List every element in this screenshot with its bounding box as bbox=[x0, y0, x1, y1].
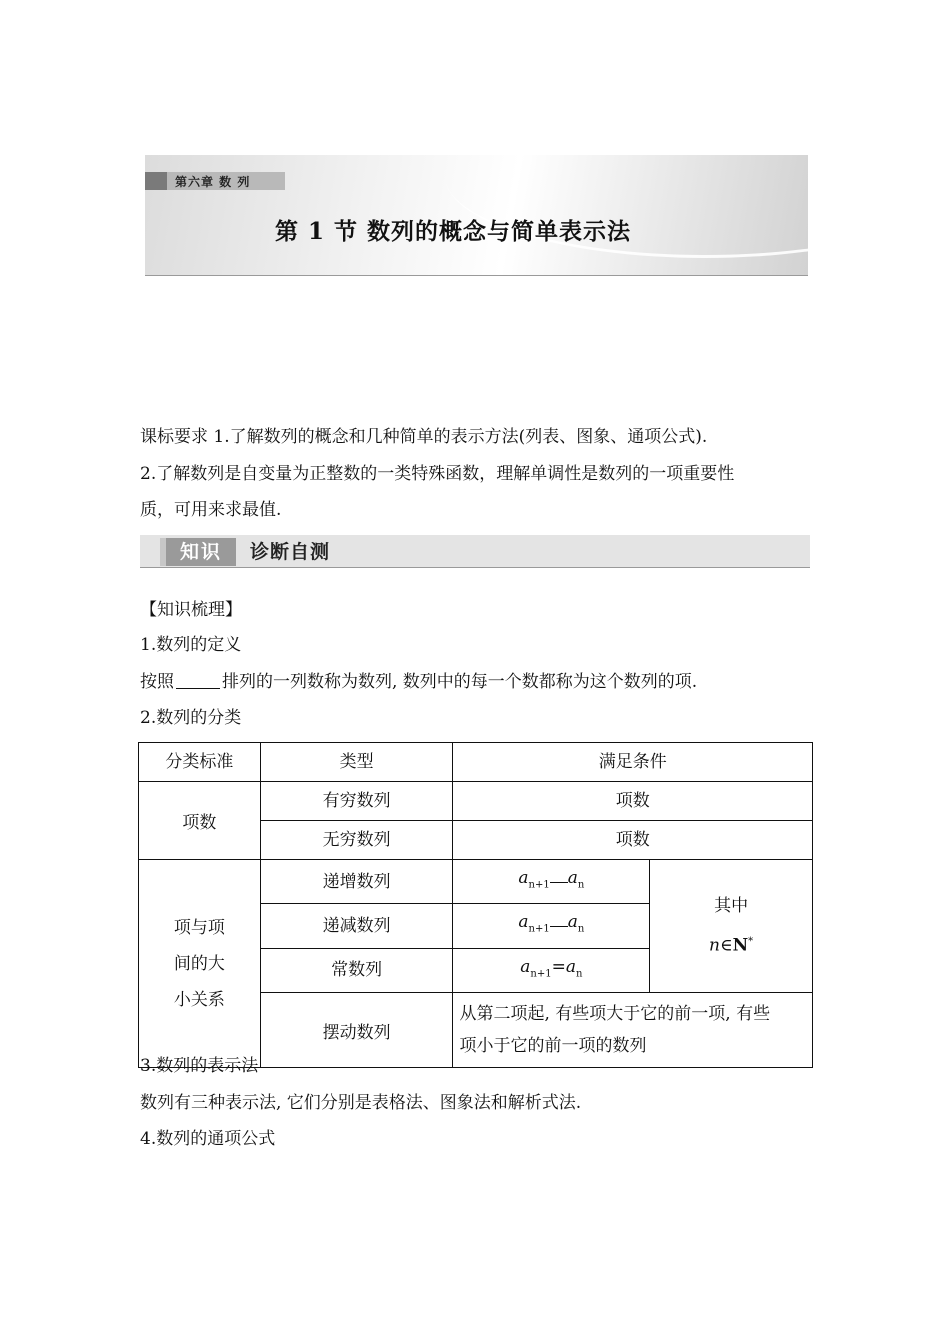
group2-line-1: 项与项 bbox=[173, 917, 225, 938]
where-label: 其中 bbox=[714, 896, 749, 917]
osc-line-2: 项小于它的前一项的数列 bbox=[459, 1036, 647, 1057]
cond-infinite: 项数 bbox=[453, 821, 813, 860]
table-row bbox=[139, 860, 813, 904]
cond-where-n bbox=[650, 860, 813, 993]
intro-line-3: 质，可用来求最值. bbox=[140, 500, 282, 520]
table-header-row bbox=[139, 743, 813, 782]
s1-pre: 按照 bbox=[140, 672, 174, 692]
group2-line-3: 小关系 bbox=[173, 989, 225, 1010]
type-increasing: 递增数列 bbox=[260, 860, 453, 904]
group2-line-2: 间的大 bbox=[173, 953, 225, 974]
chapter-label: 第六章 数 列 bbox=[175, 175, 251, 189]
knowledge-heading: 【知识梳理】 bbox=[140, 600, 242, 620]
section-3-title: 3.数列的表示法 bbox=[140, 1056, 259, 1076]
table-row bbox=[139, 782, 813, 821]
section-4-title: 4.数列的通项公式 bbox=[140, 1129, 276, 1149]
section-title: 第 1 节 数列的概念与简单表示法 bbox=[275, 218, 632, 245]
knowledge-section-bar bbox=[140, 535, 810, 568]
type-constant: 常数列 bbox=[260, 948, 453, 992]
section-1-text bbox=[140, 670, 697, 694]
cond-increasing bbox=[453, 860, 650, 904]
formula-constant: $a_{n+1}=a_n$ bbox=[520, 956, 583, 980]
formula-increasing: $a_{n+1}$ $a_n$ bbox=[518, 868, 585, 891]
type-infinite: 无穷数列 bbox=[260, 821, 453, 860]
cond-constant bbox=[453, 948, 650, 992]
knowledge-tab: 知识 bbox=[166, 538, 236, 566]
n-in-N-formula: n∈N* bbox=[709, 935, 754, 956]
classification-table bbox=[138, 742, 813, 1068]
group-term-relation bbox=[139, 860, 261, 1068]
cond-decreasing bbox=[453, 904, 650, 948]
group-term-count: 项数 bbox=[139, 782, 261, 860]
type-finite: 有穷数列 bbox=[260, 782, 453, 821]
knowledge-bar-title: 诊断自测 bbox=[250, 541, 331, 563]
cond-finite: 项数 bbox=[453, 782, 813, 821]
chapter-label-bar bbox=[145, 172, 285, 190]
section-2-title: 2.数列的分类 bbox=[140, 708, 242, 728]
fill-blank bbox=[176, 670, 220, 689]
header-condition: 满足条件 bbox=[453, 743, 813, 782]
fill-blank bbox=[550, 870, 568, 883]
formula-decreasing: $a_{n+1}$ $a_n$ bbox=[518, 912, 585, 935]
type-oscillating: 摆动数列 bbox=[260, 993, 453, 1068]
section-1-title: 1.数列的定义 bbox=[140, 635, 242, 655]
intro-line-1: 课标要求 1.了解数列的概念和几种简单的表示方法(列表、图象、通项公式). bbox=[140, 427, 708, 447]
type-decreasing: 递减数列 bbox=[260, 904, 453, 948]
chapter-label-marker bbox=[145, 172, 167, 190]
intro-line-2: 2.了解数列是自变量为正整数的一类特殊函数，理解单调性是数列的一项重要性 bbox=[140, 464, 735, 484]
chapter-banner bbox=[145, 155, 808, 276]
header-criterion: 分类标准 bbox=[139, 743, 261, 782]
cond-oscillating bbox=[453, 993, 813, 1068]
s1-post: 排列的一列数称为数列, 数列中的每一个数都称为这个数列的项. bbox=[222, 672, 698, 692]
osc-line-1: 从第二项起, 有些项大于它的前一项, 有些 bbox=[459, 1004, 771, 1025]
fill-blank bbox=[550, 914, 568, 927]
section-3-text: 数列有三种表示法, 它们分别是表格法、图象法和解析式法. bbox=[140, 1093, 582, 1113]
header-type: 类型 bbox=[260, 743, 453, 782]
